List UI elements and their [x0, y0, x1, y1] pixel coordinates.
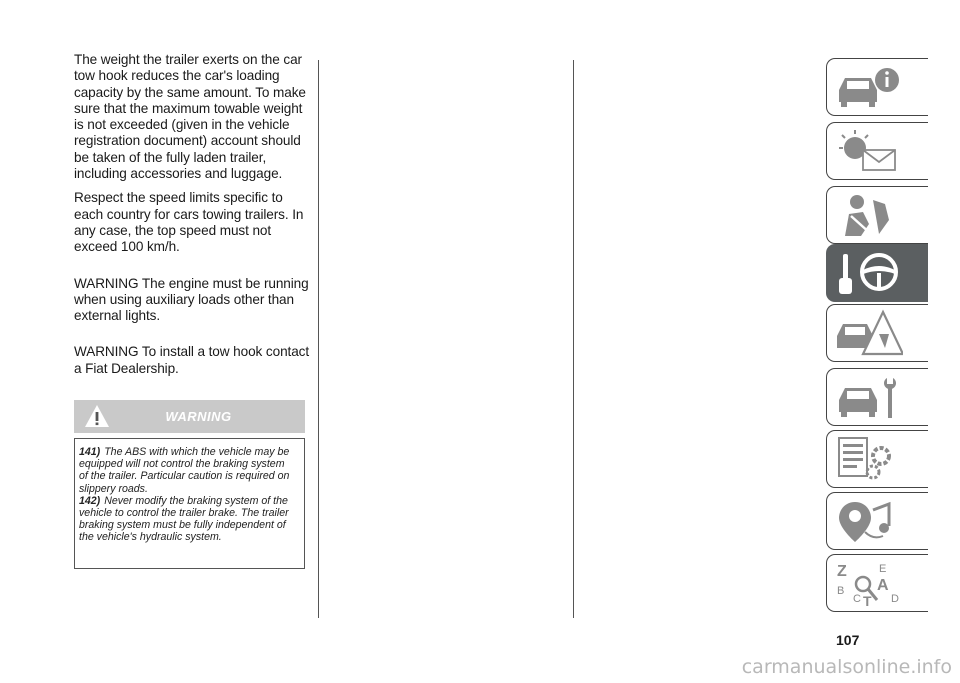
index-letter: C	[853, 593, 861, 605]
warning-note-142	[79, 495, 296, 544]
warning-note-141	[79, 446, 296, 495]
main-text-column	[74, 52, 310, 385]
emergency-icon	[833, 308, 903, 358]
tab-technical-data[interactable]	[826, 430, 928, 488]
technical-data-icon	[833, 434, 903, 484]
tab-multimedia[interactable]	[826, 492, 928, 550]
watermark: carmanualsonline.info	[741, 656, 952, 678]
page-number: 107	[836, 632, 860, 648]
paragraph-warning-tow-hook: WARNING To install a tow hook contact a Fiat Dealership.	[74, 344, 310, 376]
paragraph-warning-engine: WARNING The engine must be running when using auxiliary loads other than external lights.	[74, 275, 309, 324]
safety-airbag-icon	[833, 190, 903, 240]
paragraph-trailer-weight: The weight the trailer exerts on the car tow hook reduces the car's loading capacity by the same amount. To make sure that the maximum towable weight is not exceeded (given in the vehicle registration document) account should be taken of the fully laden trailer, including accessories and luggage.	[74, 52, 306, 182]
index-letter: E	[879, 563, 887, 575]
index-letter: A	[877, 577, 889, 594]
index-letter: D	[891, 593, 899, 605]
column-divider-right	[573, 60, 574, 618]
index-letter: Z	[837, 563, 847, 580]
note-number: 142)	[79, 494, 101, 507]
index-letter: T	[863, 593, 872, 608]
steering-wheel-key-icon	[833, 248, 903, 298]
tab-safety[interactable]	[826, 186, 928, 244]
note-text: The ABS with which the vehicle may be equipped will not control the braking system of the trailer. Particular caution is required on slippery roads.	[79, 446, 290, 495]
tab-car-info[interactable]	[826, 58, 928, 116]
multimedia-icon	[833, 496, 903, 546]
note-text: Never modify the braking system of the vehicle to control the trailer brake. The trailer braking system must be fully independent of the vehicle's hydraulic system.	[79, 494, 289, 544]
car-info-icon	[833, 62, 903, 112]
paragraph-speed-limits: Respect the speed limits specific to each country for cars towing trailers. In any case, the top speed must not exceed 100 km/h.	[74, 190, 304, 255]
tab-index[interactable]	[826, 554, 928, 612]
tab-emergency[interactable]	[826, 304, 928, 362]
warning-title: WARNING	[165, 409, 232, 424]
warning-header	[74, 400, 305, 433]
warning-notes-box	[74, 438, 305, 569]
dashboard-lights-icon	[833, 126, 903, 176]
index-letter: B	[837, 585, 845, 597]
tab-maintenance[interactable]	[826, 368, 928, 426]
note-number: 141)	[79, 446, 101, 458]
index-icon	[833, 558, 903, 608]
car-maintenance-icon	[833, 372, 903, 422]
tab-dashboard-lights[interactable]	[826, 122, 928, 180]
column-divider-left	[318, 60, 319, 618]
tab-starting-driving[interactable]	[826, 244, 928, 302]
